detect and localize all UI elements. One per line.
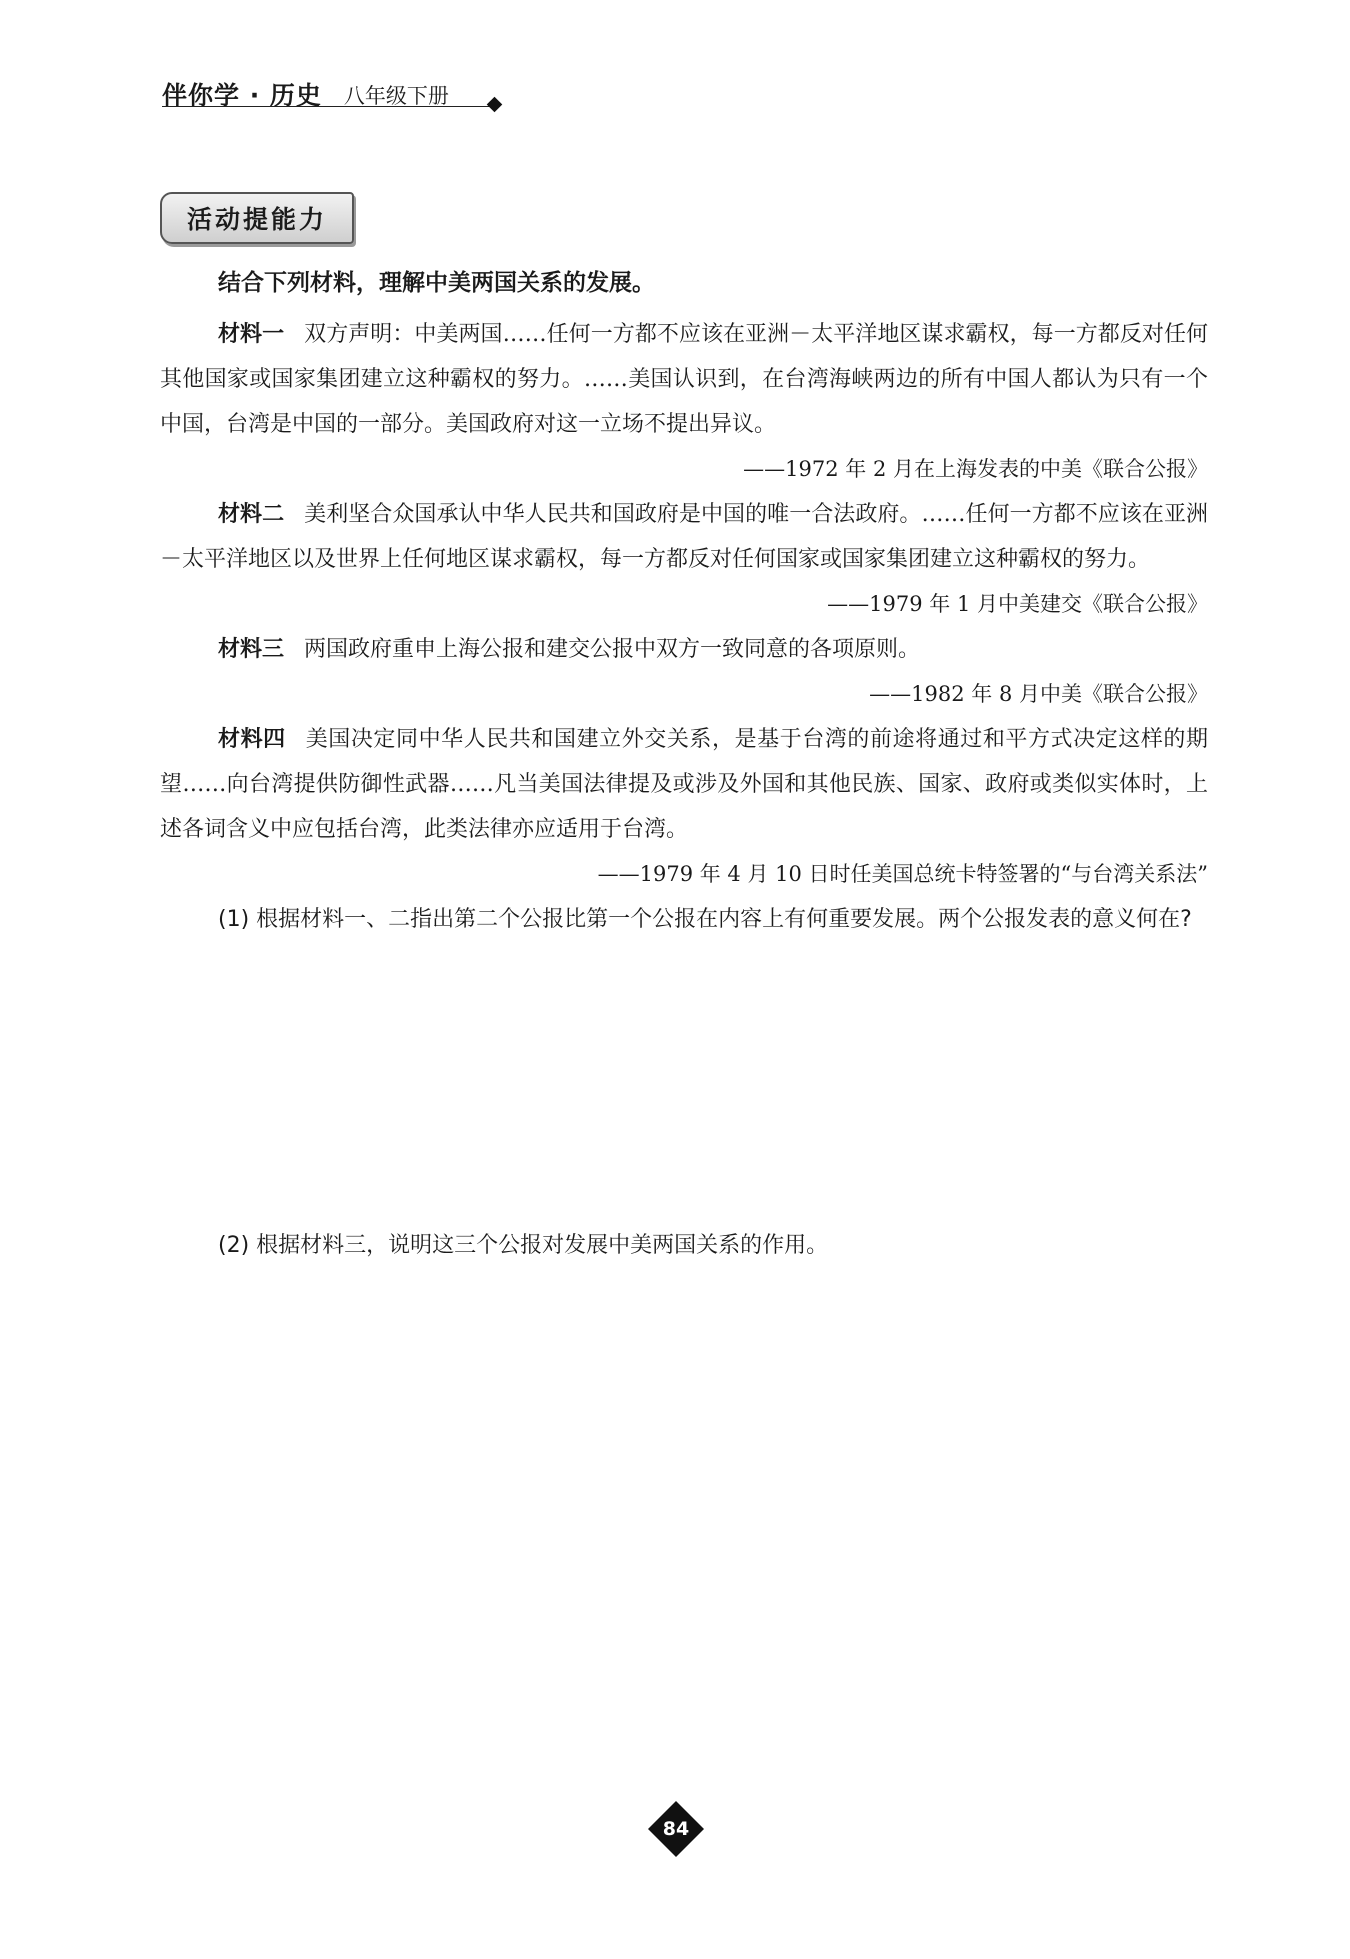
running-header <box>162 74 498 110</box>
answer-space[interactable] <box>160 943 1208 1223</box>
question-1: (1) 根据材料一、二指出第二个公报比第一个公报在内容上有何重要发展。两个公报发表的意义何在? <box>218 907 1192 932</box>
material-paragraph <box>160 492 1208 582</box>
exercise-body <box>160 262 1208 1549</box>
material-text: 美国决定同中华人民共和国建立外交关系，是基于台湾的前途将通过和平方式决定这样的期望……向台湾提供防御性武器……凡当美国法律提及或涉及外国和其他民族、国家、政府或类似实体时，上述各词含义中应包括台湾，此类法律亦应适用于台湾。 <box>160 727 1208 842</box>
material-label: 材料四 <box>218 727 286 752</box>
section-tag-label: 活动提能力 <box>186 205 327 234</box>
material-source: ——1979 年 4 月 10 日时任美国总统卡特签署的“与台湾关系法” <box>597 862 1208 886</box>
material-label: 材料二 <box>218 502 285 527</box>
material-text: 双方声明：中美两国……任何一方都不应该在亚洲－太平洋地区谋求霸权，每一方都反对任何其他国家或国家集团建立这种霸权的努力。……美国认识到，在台湾海峡两边的所有中国人都认为只有一个中国，台湾是中国的一部分。美国政府对这一立场不提出异议。 <box>160 322 1208 437</box>
material-paragraph <box>160 312 1208 447</box>
page-number-badge <box>646 1799 706 1859</box>
book-subtitle: 八年级下册 <box>343 84 449 108</box>
material-source: ——1972 年 2 月在上海发表的中美《联合公报》 <box>743 457 1208 481</box>
book-title: 伴你学 · 历史 <box>162 81 322 110</box>
material-paragraph <box>160 627 1208 672</box>
section-tag <box>160 192 354 244</box>
header-rule <box>162 106 492 107</box>
material-source: ——1982 年 8 月中美《联合公报》 <box>869 682 1208 706</box>
material-label: 材料三 <box>218 637 285 662</box>
material-source: ——1979 年 1 月中美建交《联合公报》 <box>827 592 1208 616</box>
material-text: 两国政府重申上海公报和建交公报中双方一致同意的各项原则。 <box>304 637 921 662</box>
material-paragraph <box>160 717 1208 852</box>
exercise-intro: 结合下列材料，理解中美两国关系的发展。 <box>218 270 655 296</box>
page-number: 84 <box>662 1818 690 1840</box>
material-label: 材料一 <box>218 322 285 347</box>
answer-space[interactable] <box>160 1269 1208 1549</box>
question-2: (2) 根据材料三，说明这三个公报对发展中美两国关系的作用。 <box>218 1233 829 1258</box>
material-text: 美利坚合众国承认中华人民共和国政府是中国的唯一合法政府。……任何一方都不应该在亚洲－太平洋地区以及世界上任何地区谋求霸权，每一方都反对任何国家或国家集团建立这种霸权的努力。 <box>160 502 1208 572</box>
